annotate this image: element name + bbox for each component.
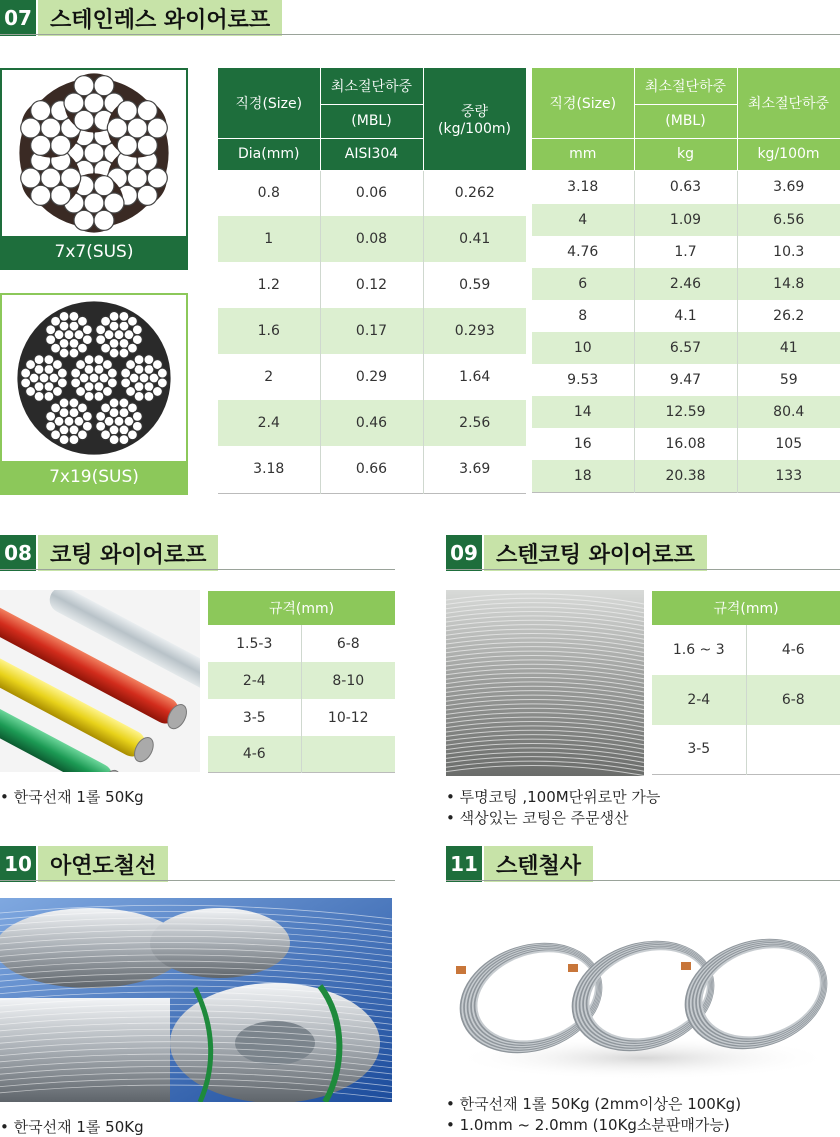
table-row <box>218 400 526 446</box>
table-cell: 4-6 <box>208 736 301 772</box>
table-cell: 10-12 <box>301 699 395 736</box>
header-kg100: kg/100m <box>737 138 840 170</box>
table-cell: 2-4 <box>208 662 301 699</box>
table-row <box>532 460 840 492</box>
section-11-header <box>446 846 593 882</box>
section-title: 아연도철선 <box>38 846 168 882</box>
header-mm: mm <box>532 138 634 170</box>
section-number: 08 <box>0 535 36 571</box>
table-cell: 16 <box>532 428 634 460</box>
table-row <box>532 170 840 204</box>
section-number: 09 <box>446 535 482 571</box>
table-cell: 3.18 <box>532 170 634 204</box>
table-row <box>652 625 840 675</box>
section-title: 스텐코팅 와이어로프 <box>484 535 707 571</box>
header-mbl-sub: (MBL) <box>320 104 423 138</box>
table-cell: 4.1 <box>634 300 737 332</box>
header-size: 직경(Size) <box>532 68 634 138</box>
section-divider <box>0 880 395 881</box>
rope-cross-section-7x7 <box>2 70 186 236</box>
table-cell <box>746 725 840 774</box>
header-spec: 규격(mm) <box>652 591 840 625</box>
stainless-wire-note-1: • 한국선재 1롤 50Kg (2mm이상은 100Kg) <box>446 1095 742 1113</box>
galvanized-wire-photo <box>0 898 392 1102</box>
table-cell: 14.8 <box>737 268 840 300</box>
section-07-header <box>0 0 282 36</box>
table-row <box>218 308 526 354</box>
table-cell: 9.47 <box>634 364 737 396</box>
table-cell: 12.59 <box>634 396 737 428</box>
table-cell: 2.46 <box>634 268 737 300</box>
table-cell: 0.66 <box>320 446 423 493</box>
table-cell: 1.5-3 <box>208 625 301 662</box>
stainless-coated-spec-table <box>652 591 840 775</box>
table-cell: 3-5 <box>652 725 746 774</box>
table-cell: 1.09 <box>634 204 737 236</box>
table-cell: 20.38 <box>634 460 737 492</box>
table-cell: 4.76 <box>532 236 634 268</box>
table-cell: 0.08 <box>320 216 423 262</box>
table-cell: 0.8 <box>218 170 320 216</box>
table-cell: 0.46 <box>320 400 423 446</box>
stainless-coated-note-2: • 색상있는 코팅은 주문생산 <box>446 809 629 827</box>
table-cell: 0.63 <box>634 170 737 204</box>
header-aisi: AISI304 <box>320 138 423 170</box>
table-cell: 9.53 <box>532 364 634 396</box>
section-number: 11 <box>446 846 482 882</box>
table-cell: 2.4 <box>218 400 320 446</box>
section-09-header <box>446 535 707 571</box>
table-cell: 1.7 <box>634 236 737 268</box>
table-cell: 0.262 <box>423 170 526 216</box>
header-mbl-sub: (MBL) <box>634 104 737 138</box>
table-row <box>208 625 395 662</box>
rope-7x19-image <box>0 293 188 495</box>
table-cell: 6.57 <box>634 332 737 364</box>
table-row <box>218 216 526 262</box>
section-divider <box>446 880 840 881</box>
table-row <box>532 204 840 236</box>
galvanized-wire-note: • 한국선재 1롤 50Kg <box>0 1118 144 1136</box>
header-size: 직경(Size) <box>218 68 320 138</box>
table-cell: 0.293 <box>423 308 526 354</box>
section-divider <box>0 569 395 570</box>
table-cell: 1.64 <box>423 354 526 400</box>
table-row <box>208 662 395 699</box>
section-title: 스텐철사 <box>484 846 593 882</box>
table-cell: 2 <box>218 354 320 400</box>
header-weight: 중량 (kg/100m) <box>423 68 526 170</box>
table-cell: 4 <box>532 204 634 236</box>
table-cell: 1.6 <box>218 308 320 354</box>
header-dia: Dia(mm) <box>218 138 320 170</box>
table-row <box>532 428 840 460</box>
section-title: 스테인레스 와이어로프 <box>38 0 282 36</box>
table-row <box>218 170 526 216</box>
table-cell: 0.12 <box>320 262 423 308</box>
table-cell: 0.17 <box>320 308 423 354</box>
stainless-wire-photo <box>446 898 840 1090</box>
table-row <box>218 354 526 400</box>
stainless-spec-table-2 <box>532 68 840 493</box>
table-row <box>532 396 840 428</box>
table-row <box>652 675 840 725</box>
table-cell: 0.59 <box>423 262 526 308</box>
table-row <box>532 300 840 332</box>
table-cell: 18 <box>532 460 634 492</box>
table-cell: 80.4 <box>737 396 840 428</box>
coated-rope-spec-table <box>208 591 395 773</box>
table-row <box>532 332 840 364</box>
section-08-header <box>0 535 218 571</box>
table-cell: 1.2 <box>218 262 320 308</box>
table-cell: 133 <box>737 460 840 492</box>
section-number: 07 <box>0 0 36 36</box>
table-cell: 10 <box>532 332 634 364</box>
table-row <box>532 364 840 396</box>
table-cell: 14 <box>532 396 634 428</box>
section-number: 10 <box>0 846 36 882</box>
table-row <box>532 268 840 300</box>
table-cell: 0.06 <box>320 170 423 216</box>
rope-7x7-image <box>0 68 188 270</box>
header-kg: kg <box>634 138 737 170</box>
table-row <box>652 725 840 774</box>
table-cell: 2.56 <box>423 400 526 446</box>
table-cell: 2-4 <box>652 675 746 725</box>
table-cell: 105 <box>737 428 840 460</box>
table-cell <box>301 736 395 772</box>
section-divider <box>446 569 840 570</box>
table-row <box>218 262 526 308</box>
rope-cross-section-7x19 <box>2 295 186 461</box>
table-cell: 16.08 <box>634 428 737 460</box>
stainless-coated-note-1: • 투명코팅 ,100M단위로만 가능 <box>446 788 661 806</box>
table-cell: 8 <box>532 300 634 332</box>
table-row <box>532 236 840 268</box>
table-cell: 1.6 ~ 3 <box>652 625 746 675</box>
table-cell: 41 <box>737 332 840 364</box>
section-10-header <box>0 846 168 882</box>
table-cell: 8-10 <box>301 662 395 699</box>
stainless-wire-note-2: • 1.0mm ~ 2.0mm (10Kg소분판매가능) <box>446 1116 730 1134</box>
table-cell: 4-6 <box>746 625 840 675</box>
table-cell: 10.3 <box>737 236 840 268</box>
table-cell: 26.2 <box>737 300 840 332</box>
table-cell: 0.29 <box>320 354 423 400</box>
table-cell: 6-8 <box>301 625 395 662</box>
header-mbl: 최소절단하중 <box>320 68 423 104</box>
coated-rope-note: • 한국선재 1롤 50Kg <box>0 788 144 806</box>
image-caption: 7x7(SUS) <box>2 236 186 268</box>
table-cell: 3.69 <box>423 446 526 493</box>
stainless-coated-rope-photo <box>446 590 644 776</box>
table-cell: 3.18 <box>218 446 320 493</box>
table-row <box>218 446 526 493</box>
image-caption: 7x19(SUS) <box>2 461 186 493</box>
table-row <box>208 736 395 772</box>
header-mbl: 최소절단하중 <box>634 68 737 104</box>
table-cell: 6-8 <box>746 675 840 725</box>
stainless-spec-table-1 <box>218 68 527 494</box>
table-cell: 3-5 <box>208 699 301 736</box>
section-title: 코팅 와이어로프 <box>38 535 218 571</box>
table-row <box>208 699 395 736</box>
table-cell: 6.56 <box>737 204 840 236</box>
header-spec: 규격(mm) <box>208 591 395 625</box>
coated-wire-rope-photo <box>0 590 200 772</box>
table-cell: 3.69 <box>737 170 840 204</box>
table-cell: 6 <box>532 268 634 300</box>
table-cell: 1 <box>218 216 320 262</box>
table-cell: 59 <box>737 364 840 396</box>
header-weight: 최소절단하중 <box>737 68 840 138</box>
table-cell: 0.41 <box>423 216 526 262</box>
section-divider <box>0 34 840 35</box>
